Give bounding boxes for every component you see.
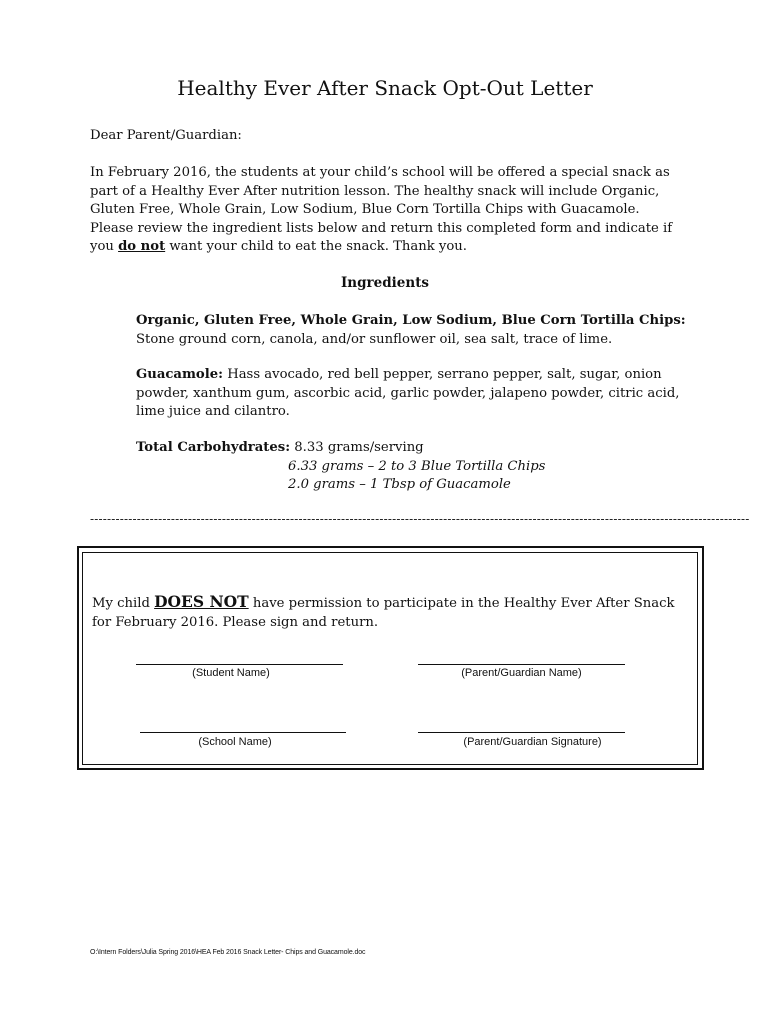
permission-form-box-inner-border: [82, 552, 698, 765]
guacamole-text: Hass avocado, red bell pepper, serrano pepper, salt, sugar, onion: [223, 367, 662, 382]
ingredients-heading: Ingredients: [340, 275, 430, 291]
permission-statement: [92, 593, 692, 632]
intro-line: Please review the ingredient lists below and return this completed form and indicate if: [90, 220, 673, 236]
carbs-line: [136, 439, 676, 458]
chips-label: Organic, Gluten Free, Whole Grain, Low Sodium, Blue Corn Tortilla Chips:: [136, 313, 686, 328]
permission-line: for February 2016. Please sign and return.: [92, 614, 379, 630]
intro-line: In February 2016, the students at your child’s school will be offered a special snack as: [90, 165, 670, 180]
intro-text: you: [90, 239, 119, 254]
carbs-detail: 6.33 grams – 2 to 3 Blue Tortilla Chips: [288, 458, 546, 474]
permission-line: [92, 593, 692, 614]
guacamole-ingredients: [136, 366, 680, 422]
chips-text: Stone ground corn, canola, and/or sunflower oil, sea salt, trace of lime.: [136, 331, 613, 347]
parent-name-field[interactable]: [418, 664, 625, 665]
chips-ingredients: [136, 312, 686, 349]
page-title: Healthy Ever After Snack Opt-Out Letter: [177, 76, 593, 100]
school-name-field[interactable]: [140, 732, 346, 733]
total-carbohydrates: [136, 439, 676, 495]
school-name-label: (School Name): [198, 736, 272, 748]
intro-line: [90, 238, 670, 257]
greeting: Dear Parent/Guardian:: [90, 128, 242, 143]
cut-line-separator: -----------------------------------------------------------------------------------------------------------------------------------------------------------: [90, 512, 750, 526]
file-path-footer: O:\Intern Folders\Julia Spring 2016\HEA Feb 2016 Snack Letter- Chips and Guacamole.doc: [90, 949, 366, 956]
guacamole-line: lime juice and cilantro.: [136, 404, 290, 419]
emphasis-do-not: do not: [118, 239, 166, 254]
guacamole-label: Guacamole:: [136, 367, 223, 382]
emphasis-does-not: DOES NOT: [154, 592, 249, 611]
student-name-field[interactable]: [136, 664, 343, 665]
intro-line: Gluten Free, Whole Grain, Low Sodium, Blue Corn Tortilla Chips with Guacamole.: [90, 202, 640, 217]
permission-text: My child: [92, 596, 155, 611]
student-name-label: (Student Name): [192, 667, 270, 679]
parent-signature-label: (Parent/Guardian Signature): [463, 736, 602, 748]
carbs-detail: 2.0 grams – 1 Tbsp of Guacamole: [288, 477, 511, 492]
carbs-label: Total Carbohydrates:: [136, 440, 291, 455]
parent-signature-field[interactable]: [418, 732, 625, 733]
permission-text: have permission to participate in the Healthy Ever After Snack: [248, 596, 675, 611]
carbs-value: 8.33 grams/serving: [290, 440, 424, 455]
intro-line: part of a Healthy Ever After nutrition lesson. The healthy snack will include Organic,: [90, 183, 660, 199]
guacamole-line: powder, xanthum gum, ascorbic acid, garlic powder, jalapeno powder, citric acid,: [136, 385, 680, 401]
guacamole-line: [136, 366, 676, 385]
intro-paragraph: [90, 164, 673, 257]
intro-text: want your child to eat the snack. Thank you.: [165, 239, 467, 254]
parent-name-label: (Parent/Guardian Name): [461, 667, 582, 679]
